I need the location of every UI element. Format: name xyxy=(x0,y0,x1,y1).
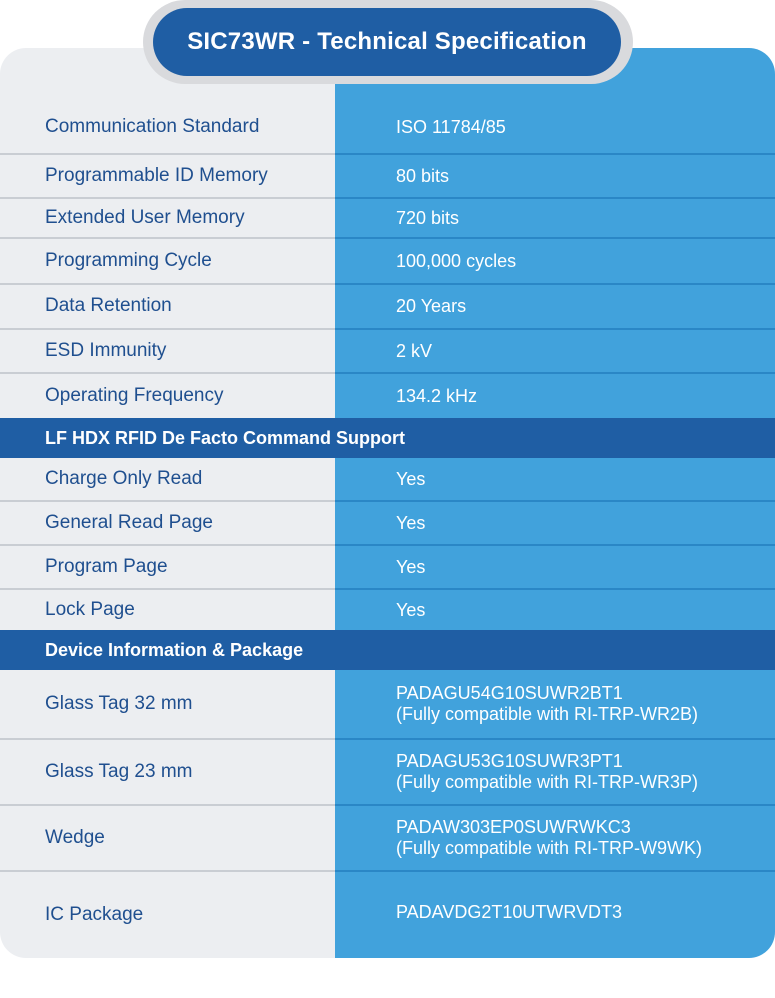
device-row xyxy=(0,670,775,738)
device-compat-note: (Fully compatible with RI-TRP-WR2B) xyxy=(396,704,699,724)
spec-value: 720 bits xyxy=(396,207,460,228)
command-label: Charge Only Read xyxy=(45,468,203,489)
spec-row xyxy=(0,239,775,283)
device-label: Wedge xyxy=(45,827,105,848)
page-title: SIC73WR - Technical Specification xyxy=(153,8,621,76)
spec-row xyxy=(0,199,775,237)
device-label: Glass Tag 23 mm xyxy=(45,761,193,782)
command-row xyxy=(0,502,775,544)
device-value xyxy=(396,806,766,870)
section-header-device: Device Information & Package xyxy=(0,630,775,670)
spec-label: Data Retention xyxy=(45,295,172,316)
command-value: Yes xyxy=(396,556,426,577)
spec-row xyxy=(0,285,775,327)
spec-row xyxy=(0,155,775,197)
device-row xyxy=(0,806,775,870)
spec-value: 2 kV xyxy=(396,340,433,361)
spec-label: Extended User Memory xyxy=(45,207,245,228)
device-value xyxy=(396,872,766,958)
spec-label: ESD Immunity xyxy=(45,340,167,361)
device-label: IC Package xyxy=(45,904,144,925)
command-row xyxy=(0,590,775,630)
command-value: Yes xyxy=(396,468,426,489)
spec-value: 20 Years xyxy=(396,295,467,316)
spec-label: Programming Cycle xyxy=(45,250,212,271)
spec-value: 80 bits xyxy=(396,165,450,186)
device-part-number: PADAW303EP0SUWRWKC3 xyxy=(396,817,631,837)
spec-card xyxy=(0,48,775,958)
spec-label: Operating Frequency xyxy=(45,385,224,406)
section-header-commands: LF HDX RFID De Facto Command Support xyxy=(0,418,775,458)
spec-label: Programmable ID Memory xyxy=(45,165,268,186)
command-value: Yes xyxy=(396,512,426,533)
spec-value: 100,000 cycles xyxy=(396,250,517,271)
device-part-number: PADAGU53G10SUWR3PT1 xyxy=(396,751,623,771)
device-compat-note: (Fully compatible with RI-TRP-WR3P) xyxy=(396,772,699,792)
device-row xyxy=(0,740,775,804)
command-label: General Read Page xyxy=(45,512,213,533)
device-label: Glass Tag 32 mm xyxy=(45,693,193,714)
spec-row xyxy=(0,374,775,418)
device-part-number: PADAVDG2T10UTWRVDT3 xyxy=(396,902,623,922)
spec-row xyxy=(0,100,775,154)
command-value: Yes xyxy=(396,599,426,620)
command-row xyxy=(0,546,775,588)
spec-value: ISO 11784/85 xyxy=(396,116,506,137)
command-row xyxy=(0,458,775,500)
spec-label: Communication Standard xyxy=(45,116,260,137)
command-label: Lock Page xyxy=(45,599,135,620)
device-value xyxy=(396,670,766,738)
spec-row xyxy=(0,330,775,372)
device-compat-note: (Fully compatible with RI-TRP-W9WK) xyxy=(396,838,703,858)
device-value xyxy=(396,740,766,804)
device-part-number: PADAGU54G10SUWR2BT1 xyxy=(396,683,623,703)
device-row xyxy=(0,872,775,958)
spec-value: 134.2 kHz xyxy=(396,385,478,406)
command-label: Program Page xyxy=(45,556,168,577)
